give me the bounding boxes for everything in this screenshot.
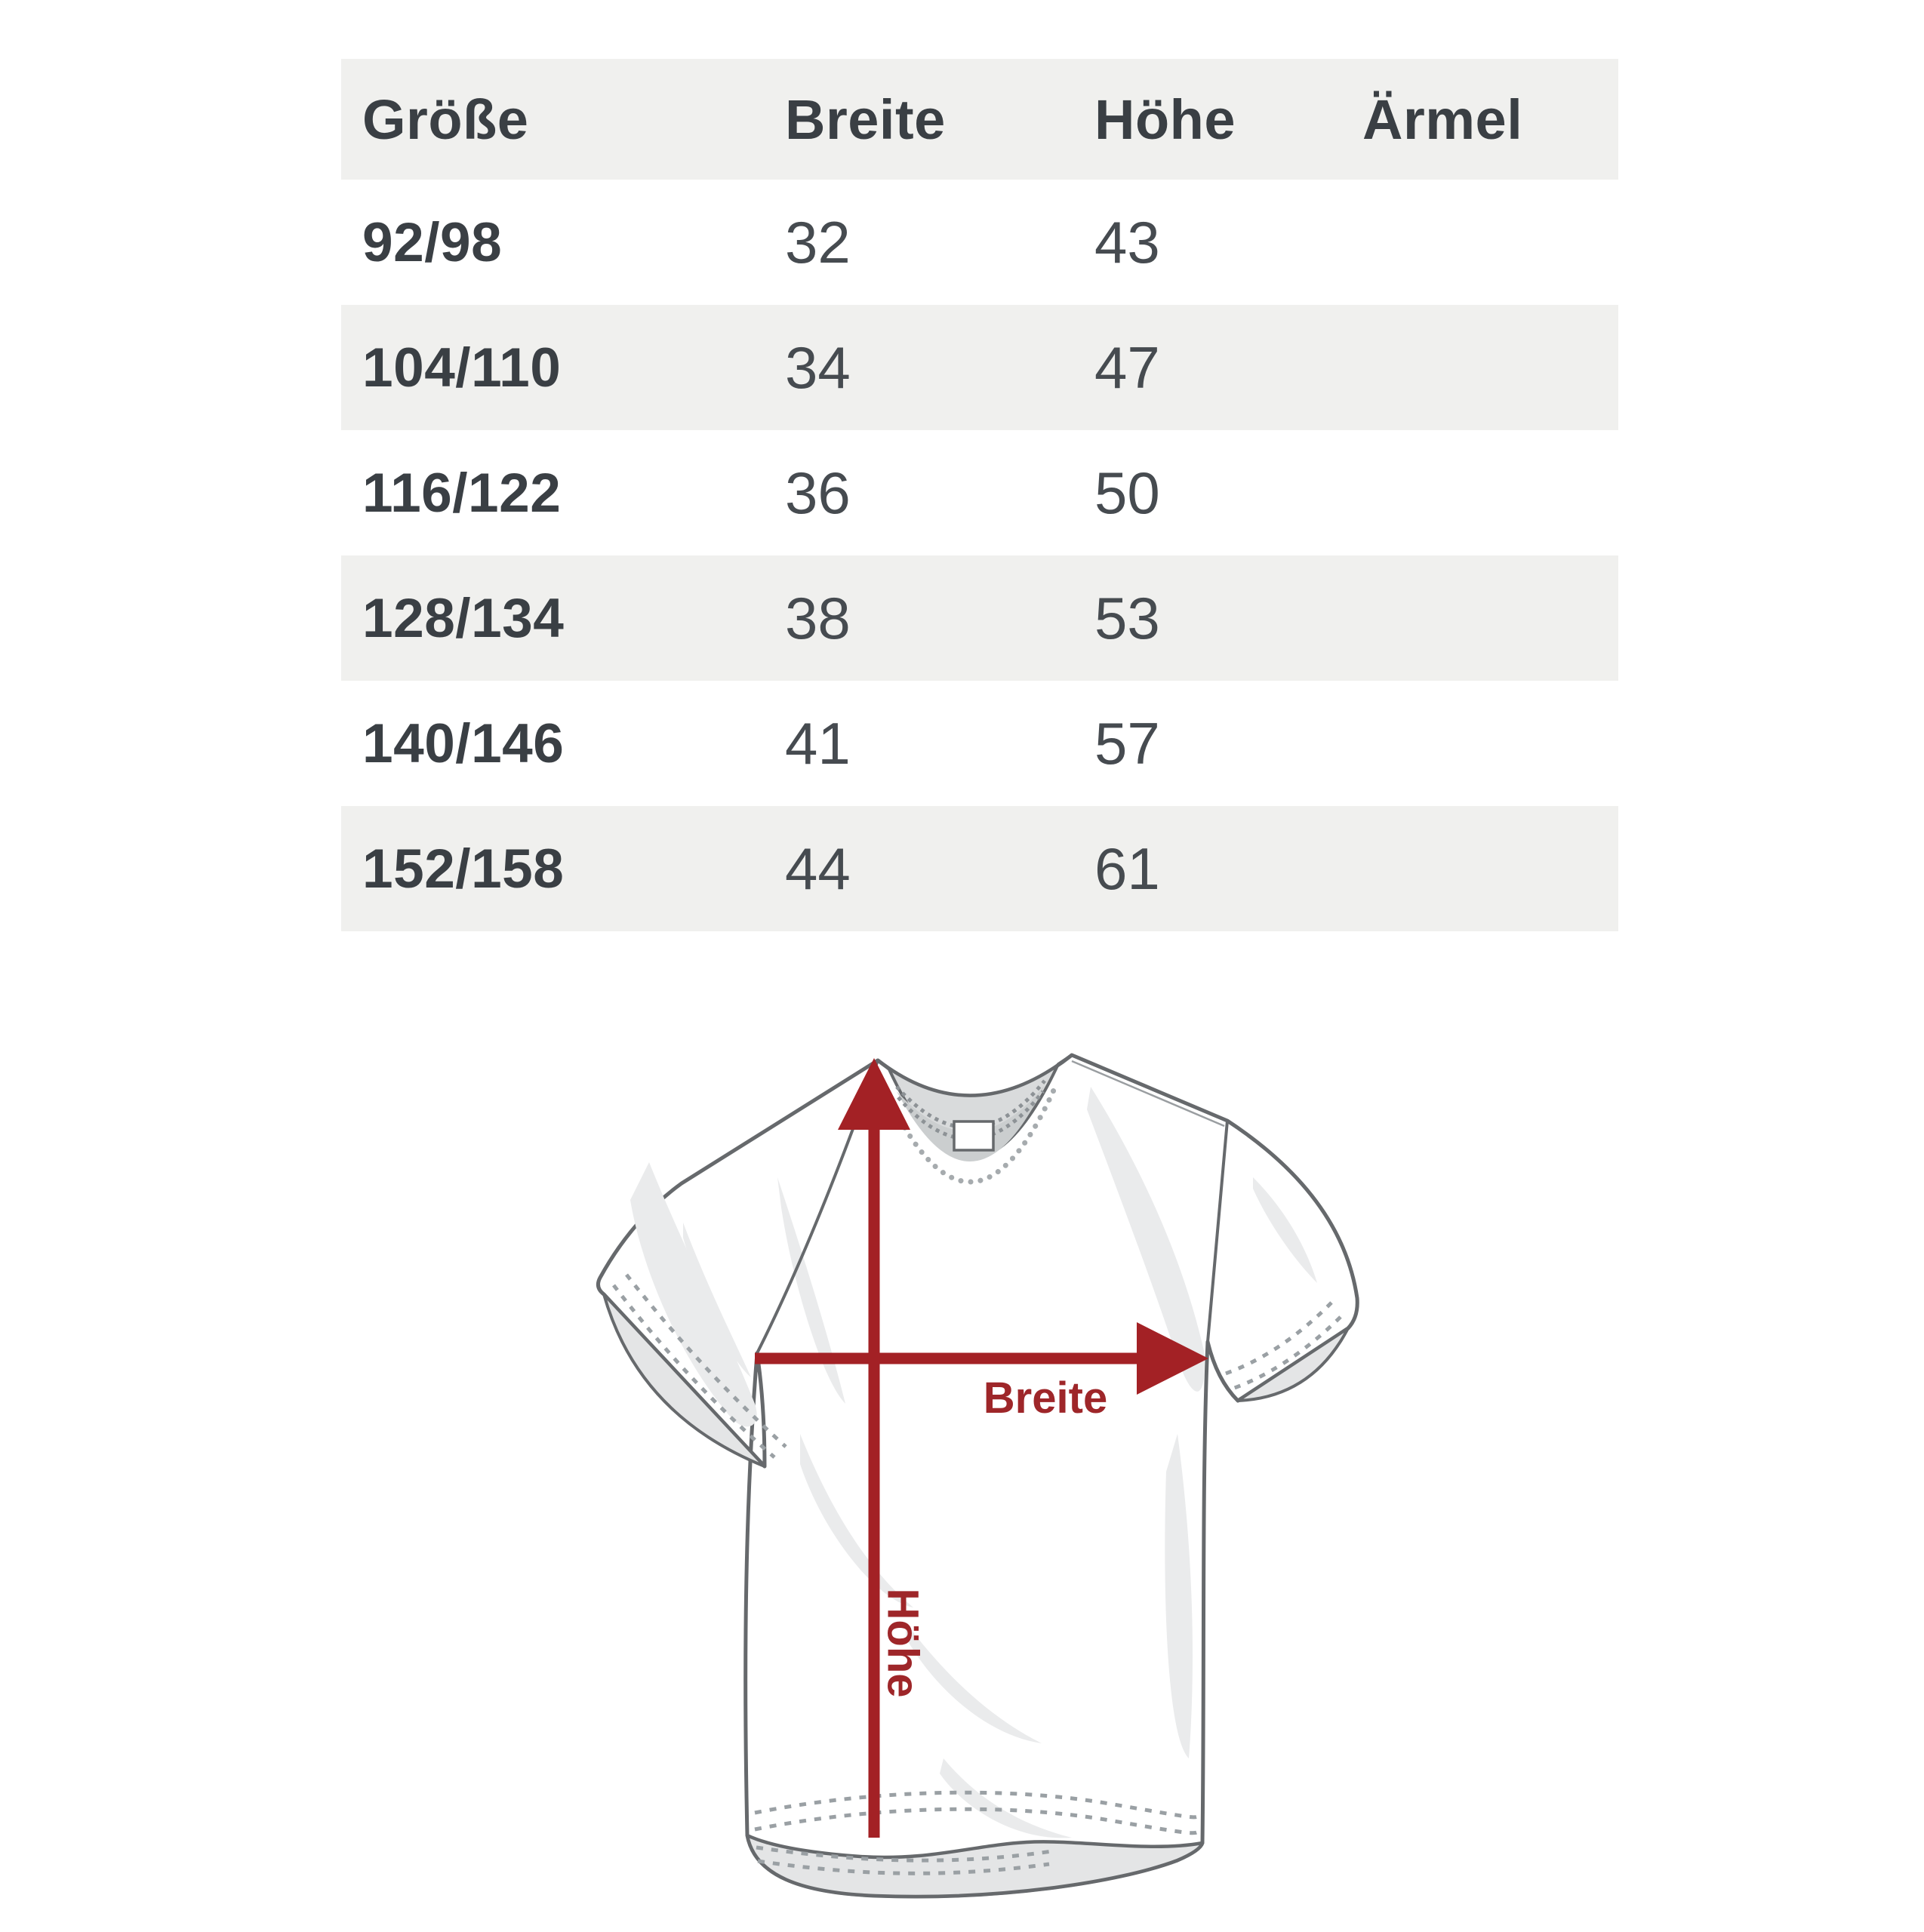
cell-size: 104/110 (362, 337, 562, 398)
cell-breite: 32 (785, 208, 851, 275)
cell-hoehe: 61 (1094, 835, 1160, 902)
cell-hoehe: 43 (1094, 208, 1160, 275)
cell-size: 140/146 (362, 712, 565, 774)
cell-breite: 36 (785, 459, 851, 526)
cell-size: 92/98 (362, 211, 503, 273)
column-header-hoehe: Höhe (1094, 88, 1236, 151)
cell-hoehe: 57 (1094, 709, 1160, 777)
height-label: Höhe (878, 1588, 928, 1698)
cell-breite: 44 (785, 835, 851, 902)
tshirt-measurement-diagram (528, 1019, 1419, 1932)
cell-size: 128/134 (362, 587, 565, 649)
cell-breite: 34 (785, 334, 851, 401)
table-row (341, 305, 1618, 430)
cell-breite: 38 (785, 584, 851, 651)
cell-size: 152/158 (362, 838, 565, 900)
cell-hoehe: 47 (1094, 334, 1160, 401)
column-header-groesse: Größe (362, 88, 529, 151)
table-row (341, 806, 1618, 931)
tshirt-outline (598, 1055, 1357, 1897)
table-header-row (341, 59, 1618, 180)
width-label: Breite (983, 1374, 1108, 1423)
table-row (341, 180, 1618, 305)
column-header-aermel: Ärmel (1362, 88, 1523, 151)
cell-hoehe: 50 (1094, 459, 1160, 526)
size-table (341, 59, 1618, 931)
cell-hoehe: 53 (1094, 584, 1160, 651)
table-row (341, 555, 1618, 681)
column-header-breite: Breite (785, 88, 946, 151)
collar-tag (954, 1121, 993, 1150)
table-row (341, 430, 1618, 555)
cell-size: 116/122 (362, 462, 562, 524)
cell-breite: 41 (785, 709, 851, 777)
table-row (341, 681, 1618, 806)
tshirt-illustration (598, 1055, 1357, 1897)
